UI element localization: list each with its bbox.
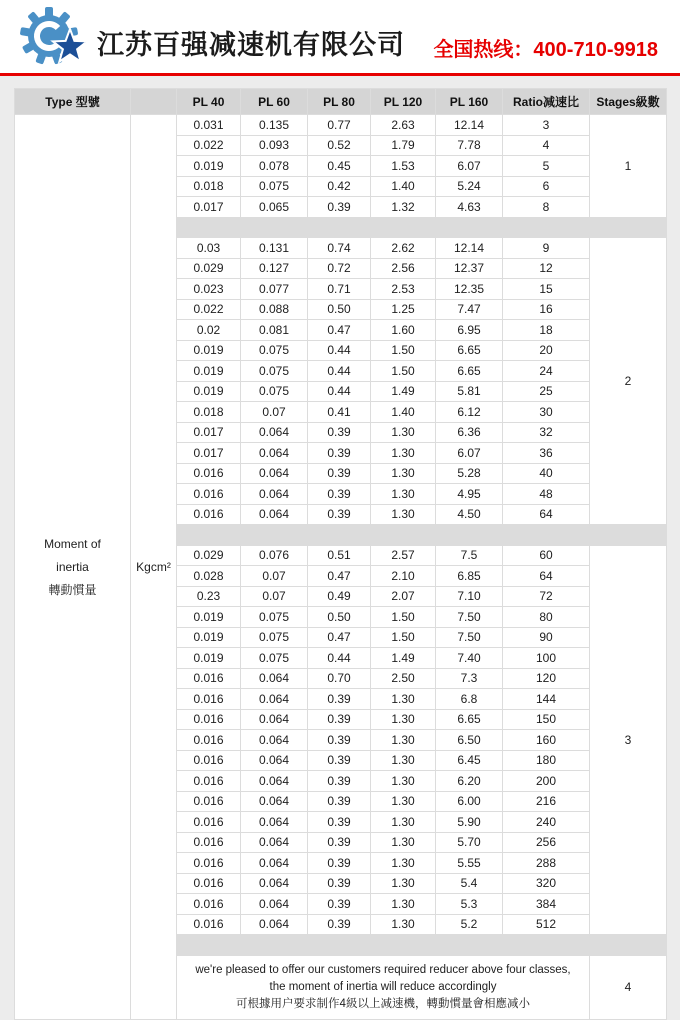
inertia-value-cell: 0.39	[308, 853, 371, 874]
inertia-value-cell: 0.064	[241, 750, 308, 771]
inertia-value-cell: 0.44	[308, 648, 371, 669]
inertia-value-cell: 1.49	[371, 648, 436, 669]
inertia-value-cell: 6.50	[436, 730, 503, 751]
ratio-cell: 15	[503, 279, 590, 300]
inertia-value-cell: 0.078	[241, 156, 308, 177]
ratio-cell: 9	[503, 238, 590, 259]
inertia-value-cell: 0.39	[308, 709, 371, 730]
ratio-cell: 25	[503, 381, 590, 402]
inertia-value-cell: 0.131	[241, 238, 308, 259]
inertia-value-cell: 1.30	[371, 463, 436, 484]
inertia-value-cell: 0.39	[308, 832, 371, 853]
inertia-value-cell: 1.40	[371, 402, 436, 423]
inertia-value-cell: 12.37	[436, 258, 503, 279]
inertia-value-cell: 0.075	[241, 381, 308, 402]
inertia-value-cell: 0.39	[308, 771, 371, 792]
inertia-value-cell: 4.50	[436, 504, 503, 525]
inertia-value-cell: 2.57	[371, 545, 436, 566]
column-header-ratio: Ratio减速比	[503, 89, 590, 115]
inertia-value-cell: 12.14	[436, 238, 503, 259]
inertia-value-cell: 1.32	[371, 197, 436, 218]
inertia-value-cell: 5.28	[436, 463, 503, 484]
inertia-value-cell: 4.95	[436, 484, 503, 505]
inertia-value-cell: 0.031	[177, 115, 241, 136]
moment-of-inertia-label	[15, 115, 131, 1020]
inertia-value-cell: 0.07	[241, 586, 308, 607]
inertia-value-cell: 5.90	[436, 812, 503, 833]
page-header	[0, 0, 680, 73]
content-area	[0, 76, 680, 1020]
inertia-value-cell: 0.065	[241, 197, 308, 218]
inertia-value-cell: 1.49	[371, 381, 436, 402]
inertia-value-cell: 0.075	[241, 361, 308, 382]
inertia-value-cell: 1.30	[371, 894, 436, 915]
inertia-value-cell: 5.2	[436, 914, 503, 935]
inertia-value-cell: 5.55	[436, 853, 503, 874]
inertia-value-cell: 0.47	[308, 627, 371, 648]
inertia-value-cell: 1.30	[371, 484, 436, 505]
ratio-cell: 60	[503, 545, 590, 566]
inertia-value-cell: 0.064	[241, 812, 308, 833]
inertia-value-cell: 0.016	[177, 873, 241, 894]
ratio-cell: 40	[503, 463, 590, 484]
ratio-cell: 72	[503, 586, 590, 607]
inertia-value-cell: 0.018	[177, 176, 241, 197]
column-header-pl60: PL 60	[241, 89, 308, 115]
inertia-value-cell: 6.00	[436, 791, 503, 812]
stage-cell: 3	[590, 545, 667, 935]
inertia-value-cell: 0.39	[308, 443, 371, 464]
inertia-value-cell: 0.019	[177, 627, 241, 648]
inertia-value-cell: 0.016	[177, 750, 241, 771]
ratio-cell: 3	[503, 115, 590, 136]
inertia-value-cell: 0.019	[177, 361, 241, 382]
inertia-value-cell: 0.135	[241, 115, 308, 136]
ratio-cell: 12	[503, 258, 590, 279]
inertia-value-cell: 0.064	[241, 853, 308, 874]
inertia-value-cell: 6.07	[436, 443, 503, 464]
inertia-value-cell: 0.39	[308, 484, 371, 505]
ratio-cell: 160	[503, 730, 590, 751]
inertia-value-cell: 7.40	[436, 648, 503, 669]
inertia-value-cell: 1.60	[371, 320, 436, 341]
inertia-value-cell: 1.25	[371, 299, 436, 320]
inertia-value-cell: 0.028	[177, 566, 241, 587]
inertia-value-cell: 0.064	[241, 689, 308, 710]
ratio-cell: 4	[503, 135, 590, 156]
inertia-value-cell: 0.39	[308, 750, 371, 771]
table-row	[15, 115, 667, 136]
column-header-unit	[131, 89, 177, 115]
inertia-value-cell: 0.075	[241, 607, 308, 628]
inertia-value-cell: 0.44	[308, 340, 371, 361]
inertia-value-cell: 0.50	[308, 299, 371, 320]
inertia-value-cell: 0.50	[308, 607, 371, 628]
inertia-value-cell: 0.064	[241, 463, 308, 484]
inertia-value-cell: 2.10	[371, 566, 436, 587]
ratio-cell: 120	[503, 668, 590, 689]
ratio-cell: 180	[503, 750, 590, 771]
inertia-value-cell: 7.47	[436, 299, 503, 320]
inertia-value-cell: 1.30	[371, 422, 436, 443]
inertia-value-cell: 0.016	[177, 463, 241, 484]
inertia-value-cell: 0.47	[308, 320, 371, 341]
inertia-value-cell: 1.50	[371, 607, 436, 628]
ratio-cell: 90	[503, 627, 590, 648]
ratio-cell: 216	[503, 791, 590, 812]
inertia-value-cell: 0.081	[241, 320, 308, 341]
inertia-value-cell: 0.39	[308, 873, 371, 894]
inertia-value-cell: 1.50	[371, 361, 436, 382]
ratio-cell: 384	[503, 894, 590, 915]
ratio-cell: 150	[503, 709, 590, 730]
company-name: 江苏百强减速机有限公司	[97, 30, 405, 60]
inertia-value-cell: 7.5	[436, 545, 503, 566]
inertia-value-cell: 0.064	[241, 443, 308, 464]
ratio-cell: 144	[503, 689, 590, 710]
inertia-value-cell: 0.39	[308, 504, 371, 525]
ratio-cell: 32	[503, 422, 590, 443]
inertia-value-cell: 0.51	[308, 545, 371, 566]
inertia-value-cell: 0.019	[177, 648, 241, 669]
inertia-value-cell: 0.016	[177, 894, 241, 915]
ratio-cell: 240	[503, 812, 590, 833]
inertia-value-cell: 0.016	[177, 914, 241, 935]
inertia-value-cell: 7.10	[436, 586, 503, 607]
footer-note-zh: 可根據用户要求制作4級以上减速機，轉動慣量會相應减小	[236, 998, 530, 1010]
inertia-value-cell: 1.30	[371, 812, 436, 833]
inertia-value-cell: 1.50	[371, 340, 436, 361]
column-header-pl120: PL 120	[371, 89, 436, 115]
inertia-value-cell: 1.30	[371, 832, 436, 853]
moment-of-inertia-label-line: Moment of	[44, 536, 101, 551]
stage-cell: 4	[590, 955, 667, 1020]
ratio-cell: 16	[503, 299, 590, 320]
inertia-value-cell: 1.30	[371, 914, 436, 935]
inertia-value-cell: 0.39	[308, 791, 371, 812]
inertia-value-cell: 5.70	[436, 832, 503, 853]
inertia-value-cell: 5.24	[436, 176, 503, 197]
inertia-value-cell: 6.8	[436, 689, 503, 710]
inertia-value-cell: 0.39	[308, 197, 371, 218]
inertia-value-cell: 1.30	[371, 443, 436, 464]
inertia-value-cell: 0.03	[177, 238, 241, 259]
inertia-value-cell: 6.20	[436, 771, 503, 792]
inertia-value-cell: 6.07	[436, 156, 503, 177]
ratio-cell: 64	[503, 504, 590, 525]
inertia-value-cell: 0.088	[241, 299, 308, 320]
inertia-value-cell: 0.064	[241, 832, 308, 853]
inertia-value-cell: 0.016	[177, 689, 241, 710]
inertia-value-cell: 0.017	[177, 422, 241, 443]
column-header-pl160: PL 160	[436, 89, 503, 115]
inertia-value-cell: 0.016	[177, 832, 241, 853]
inertia-value-cell: 0.52	[308, 135, 371, 156]
footer-note-en: we're pleased to offer our customers required reducer above four classes, the moment of inertia will reduce accordingly	[195, 963, 571, 993]
inertia-value-cell: 0.075	[241, 648, 308, 669]
inertia-value-cell: 0.45	[308, 156, 371, 177]
column-header-pl40: PL 40	[177, 89, 241, 115]
ratio-cell: 24	[503, 361, 590, 382]
inertia-value-cell: 0.74	[308, 238, 371, 259]
hotline-text: 全国热线：400-710-9918	[433, 39, 658, 61]
inertia-value-cell: 0.016	[177, 484, 241, 505]
gear-star-logo-icon	[18, 5, 96, 69]
inertia-value-cell: 0.064	[241, 709, 308, 730]
inertia-value-cell: 6.36	[436, 422, 503, 443]
inertia-value-cell: 0.07	[241, 402, 308, 423]
inertia-value-cell: 0.70	[308, 668, 371, 689]
column-header-type: Type 型號	[15, 89, 131, 115]
inertia-value-cell: 0.064	[241, 791, 308, 812]
inertia-value-cell: 7.50	[436, 627, 503, 648]
inertia-value-cell: 0.016	[177, 812, 241, 833]
inertia-value-cell: 6.45	[436, 750, 503, 771]
ratio-cell: 256	[503, 832, 590, 853]
inertia-value-cell: 4.63	[436, 197, 503, 218]
inertia-value-cell: 0.064	[241, 873, 308, 894]
unit-cell-kgcm2: Kgcm²	[131, 115, 177, 1020]
inertia-value-cell: 0.016	[177, 504, 241, 525]
table-header-row	[15, 89, 667, 115]
ratio-cell: 6	[503, 176, 590, 197]
inertia-value-cell: 0.017	[177, 443, 241, 464]
inertia-value-cell: 1.30	[371, 709, 436, 730]
inertia-value-cell: 1.40	[371, 176, 436, 197]
inertia-value-cell: 0.016	[177, 668, 241, 689]
inertia-value-cell: 12.14	[436, 115, 503, 136]
inertia-value-cell: 0.39	[308, 730, 371, 751]
inertia-value-cell: 0.019	[177, 381, 241, 402]
inertia-value-cell: 7.3	[436, 668, 503, 689]
inertia-value-cell: 0.44	[308, 361, 371, 382]
inertia-value-cell: 0.076	[241, 545, 308, 566]
inertia-value-cell: 0.029	[177, 258, 241, 279]
inertia-value-cell: 0.064	[241, 914, 308, 935]
stage-cell: 2	[590, 238, 667, 525]
inertia-value-cell: 7.78	[436, 135, 503, 156]
inertia-table-body	[15, 115, 667, 1020]
ratio-cell: 20	[503, 340, 590, 361]
inertia-value-cell: 1.79	[371, 135, 436, 156]
inertia-value-cell: 1.53	[371, 156, 436, 177]
inertia-value-cell: 0.016	[177, 853, 241, 874]
inertia-value-cell: 0.064	[241, 771, 308, 792]
ratio-cell: 64	[503, 566, 590, 587]
stage-separator-band	[177, 217, 667, 238]
inertia-value-cell: 0.017	[177, 197, 241, 218]
inertia-value-cell: 6.65	[436, 340, 503, 361]
moment-of-inertia-label-line: 轉動慣量	[48, 582, 97, 597]
inertia-value-cell: 0.064	[241, 668, 308, 689]
inertia-value-cell: 1.30	[371, 750, 436, 771]
ratio-cell: 5	[503, 156, 590, 177]
inertia-value-cell: 1.30	[371, 771, 436, 792]
ratio-cell: 512	[503, 914, 590, 935]
inertia-value-cell: 0.075	[241, 176, 308, 197]
ratio-cell: 30	[503, 402, 590, 423]
ratio-cell: 18	[503, 320, 590, 341]
inertia-value-cell: 5.3	[436, 894, 503, 915]
inertia-value-cell: 6.65	[436, 361, 503, 382]
inertia-value-cell: 2.62	[371, 238, 436, 259]
inertia-value-cell: 0.064	[241, 894, 308, 915]
inertia-value-cell: 0.77	[308, 115, 371, 136]
column-header-pl80: PL 80	[308, 89, 371, 115]
inertia-value-cell: 1.30	[371, 791, 436, 812]
inertia-value-cell: 2.50	[371, 668, 436, 689]
column-header-stages: Stages級數	[590, 89, 667, 115]
inertia-value-cell: 6.95	[436, 320, 503, 341]
inertia-value-cell: 0.064	[241, 484, 308, 505]
inertia-value-cell: 0.077	[241, 279, 308, 300]
inertia-value-cell: 0.49	[308, 586, 371, 607]
inertia-spec-table	[14, 88, 667, 1020]
inertia-value-cell: 0.019	[177, 340, 241, 361]
inertia-value-cell: 0.07	[241, 566, 308, 587]
stage-separator-band	[177, 935, 667, 956]
ratio-cell: 200	[503, 771, 590, 792]
inertia-value-cell: 0.72	[308, 258, 371, 279]
inertia-value-cell: 0.016	[177, 709, 241, 730]
ratio-cell: 48	[503, 484, 590, 505]
ratio-cell: 80	[503, 607, 590, 628]
inertia-value-cell: 0.41	[308, 402, 371, 423]
inertia-value-cell: 0.39	[308, 812, 371, 833]
inertia-value-cell: 1.30	[371, 873, 436, 894]
inertia-value-cell: 0.019	[177, 156, 241, 177]
stage-separator-band	[177, 525, 667, 546]
moment-of-inertia-label-line: inertia	[56, 559, 89, 574]
inertia-value-cell: 0.022	[177, 135, 241, 156]
inertia-value-cell: 0.44	[308, 381, 371, 402]
inertia-value-cell: 1.30	[371, 853, 436, 874]
inertia-value-cell: 0.064	[241, 504, 308, 525]
inertia-value-cell: 0.016	[177, 730, 241, 751]
inertia-value-cell: 0.39	[308, 463, 371, 484]
inertia-value-cell: 0.02	[177, 320, 241, 341]
inertia-value-cell: 2.63	[371, 115, 436, 136]
inertia-value-cell: 1.30	[371, 730, 436, 751]
footer-note	[177, 955, 590, 1020]
inertia-value-cell: 1.30	[371, 689, 436, 710]
inertia-value-cell: 0.23	[177, 586, 241, 607]
inertia-value-cell: 7.50	[436, 607, 503, 628]
inertia-value-cell: 0.71	[308, 279, 371, 300]
inertia-value-cell: 0.029	[177, 545, 241, 566]
stage-cell: 1	[590, 115, 667, 218]
inertia-value-cell: 6.12	[436, 402, 503, 423]
inertia-value-cell: 0.39	[308, 914, 371, 935]
inertia-value-cell: 12.35	[436, 279, 503, 300]
inertia-value-cell: 1.30	[371, 504, 436, 525]
inertia-value-cell: 0.39	[308, 894, 371, 915]
ratio-cell: 288	[503, 853, 590, 874]
inertia-value-cell: 0.064	[241, 730, 308, 751]
inertia-value-cell: 6.85	[436, 566, 503, 587]
inertia-value-cell: 0.023	[177, 279, 241, 300]
inertia-value-cell: 0.075	[241, 627, 308, 648]
inertia-value-cell: 5.4	[436, 873, 503, 894]
inertia-value-cell: 0.016	[177, 771, 241, 792]
ratio-cell: 100	[503, 648, 590, 669]
inertia-value-cell: 1.50	[371, 627, 436, 648]
inertia-value-cell: 0.022	[177, 299, 241, 320]
inertia-value-cell: 2.56	[371, 258, 436, 279]
inertia-value-cell: 0.093	[241, 135, 308, 156]
inertia-value-cell: 0.075	[241, 340, 308, 361]
inertia-value-cell: 0.064	[241, 422, 308, 443]
inertia-value-cell: 2.53	[371, 279, 436, 300]
inertia-value-cell: 0.018	[177, 402, 241, 423]
ratio-cell: 8	[503, 197, 590, 218]
ratio-cell: 36	[503, 443, 590, 464]
inertia-value-cell: 6.65	[436, 709, 503, 730]
inertia-value-cell: 0.019	[177, 607, 241, 628]
inertia-value-cell: 2.07	[371, 586, 436, 607]
inertia-value-cell: 0.42	[308, 176, 371, 197]
inertia-value-cell: 0.39	[308, 689, 371, 710]
inertia-value-cell: 0.39	[308, 422, 371, 443]
inertia-value-cell: 5.81	[436, 381, 503, 402]
ratio-cell: 320	[503, 873, 590, 894]
inertia-value-cell: 0.016	[177, 791, 241, 812]
inertia-value-cell: 0.47	[308, 566, 371, 587]
inertia-value-cell: 0.127	[241, 258, 308, 279]
